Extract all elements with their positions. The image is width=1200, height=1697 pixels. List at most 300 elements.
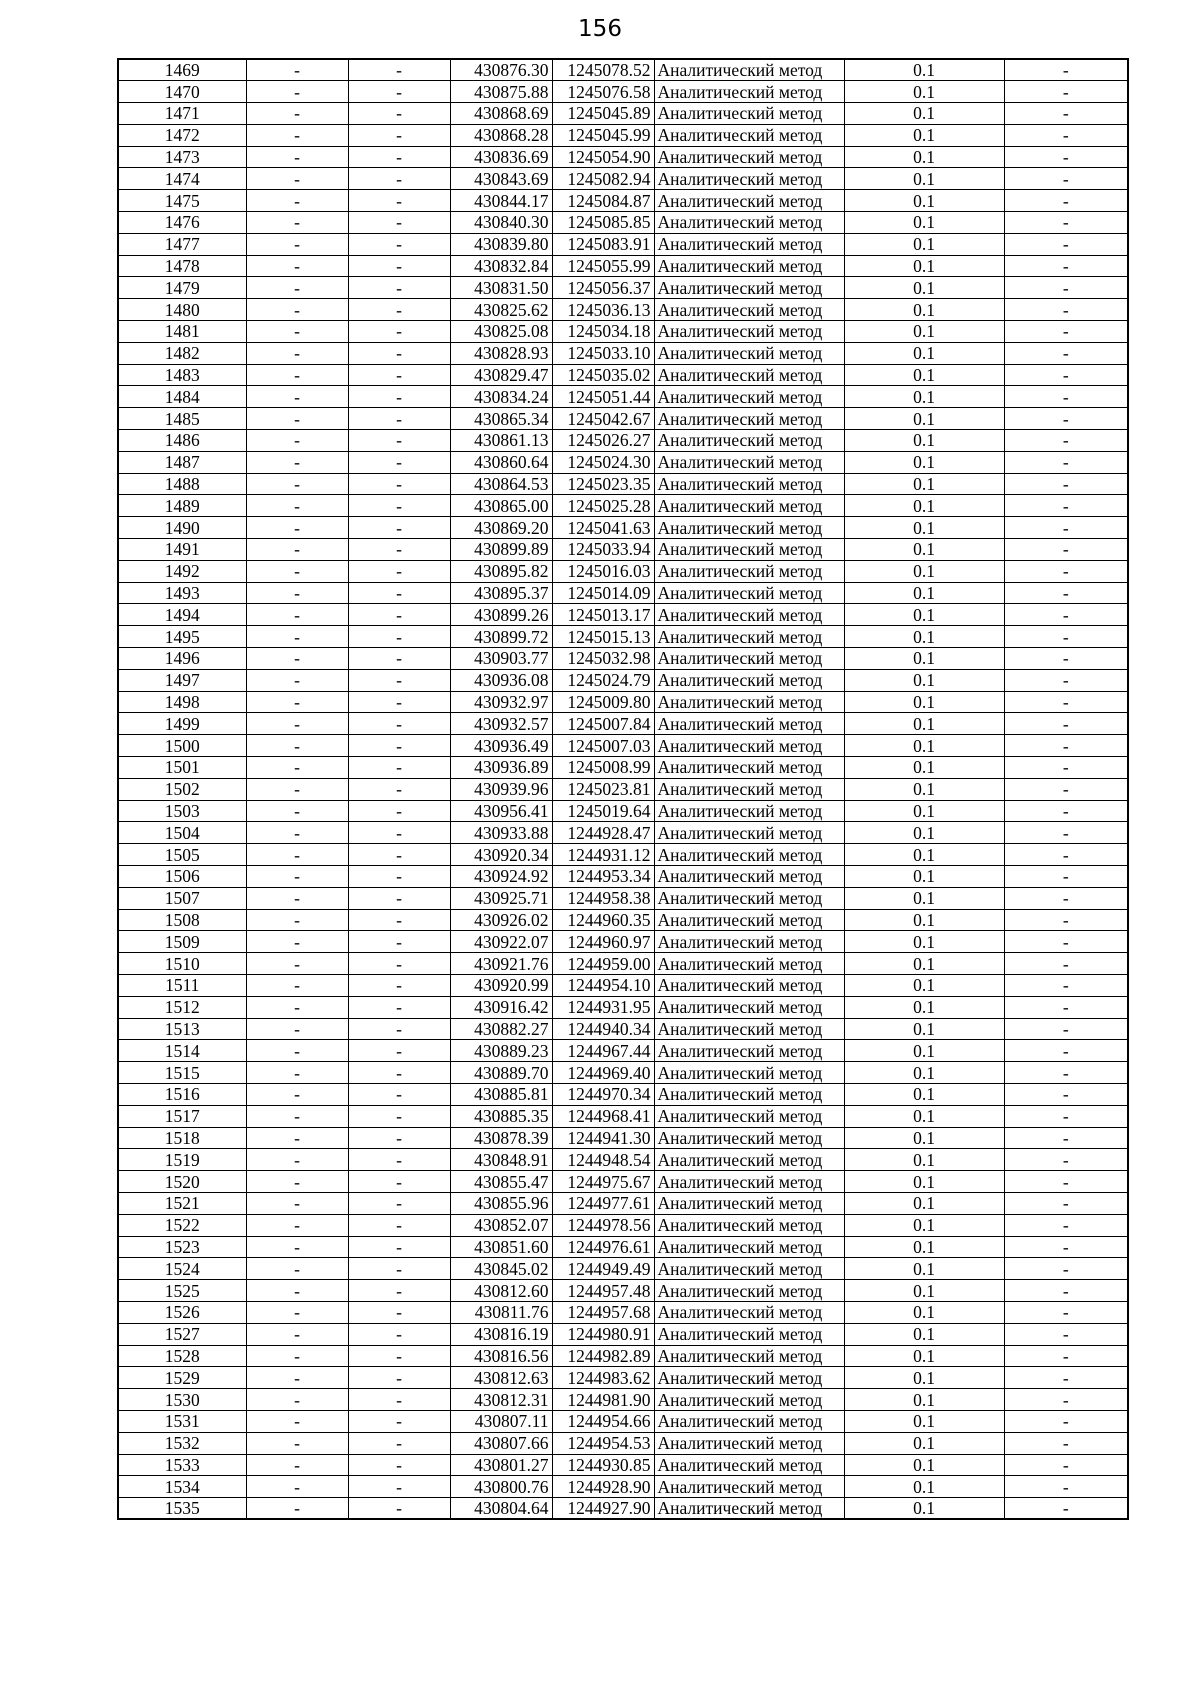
old-x-cell: - <box>246 1192 348 1214</box>
table-row <box>118 953 1128 975</box>
description-cell: - <box>1004 517 1128 539</box>
x-coordinate-cell: 430921.76 <box>450 953 552 975</box>
y-coordinate-cell: 1245036.13 <box>552 299 654 321</box>
table-row <box>118 1083 1128 1105</box>
table-row <box>118 974 1128 996</box>
x-coordinate-cell: 430933.88 <box>450 822 552 844</box>
method-cell: Аналитический метод <box>654 800 844 822</box>
table-row <box>118 277 1128 299</box>
point-number-cell: 1476 <box>118 212 246 234</box>
y-coordinate-cell: 1244927.90 <box>552 1498 654 1520</box>
x-coordinate-cell: 430889.23 <box>450 1040 552 1062</box>
accuracy-cell: 0.1 <box>844 648 1004 670</box>
method-cell: Аналитический метод <box>654 1083 844 1105</box>
y-coordinate-cell: 1245084.87 <box>552 190 654 212</box>
x-coordinate-cell: 430832.84 <box>450 255 552 277</box>
method-cell: Аналитический метод <box>654 844 844 866</box>
method-cell: Аналитический метод <box>654 1105 844 1127</box>
table-row <box>118 59 1128 81</box>
method-cell: Аналитический метод <box>654 277 844 299</box>
method-cell: Аналитический метод <box>654 822 844 844</box>
method-cell: Аналитический метод <box>654 582 844 604</box>
table-row <box>118 233 1128 255</box>
accuracy-cell: 0.1 <box>844 1345 1004 1367</box>
point-number-cell: 1482 <box>118 342 246 364</box>
method-cell: Аналитический метод <box>654 604 844 626</box>
old-x-cell: - <box>246 233 348 255</box>
accuracy-cell: 0.1 <box>844 822 1004 844</box>
table-row <box>118 539 1128 561</box>
description-cell: - <box>1004 255 1128 277</box>
point-number-cell: 1526 <box>118 1301 246 1323</box>
point-number-cell: 1499 <box>118 713 246 735</box>
old-y-cell: - <box>348 1258 450 1280</box>
point-number-cell: 1532 <box>118 1432 246 1454</box>
old-x-cell: - <box>246 1367 348 1389</box>
table-row <box>118 1040 1128 1062</box>
point-number-cell: 1470 <box>118 81 246 103</box>
method-cell: Аналитический метод <box>654 626 844 648</box>
method-cell: Аналитический метод <box>654 974 844 996</box>
old-x-cell: - <box>246 1236 348 1258</box>
description-cell: - <box>1004 299 1128 321</box>
old-x-cell: - <box>246 1062 348 1084</box>
point-number-cell: 1497 <box>118 669 246 691</box>
accuracy-cell: 0.1 <box>844 408 1004 430</box>
old-x-cell: - <box>246 517 348 539</box>
y-coordinate-cell: 1244931.95 <box>552 996 654 1018</box>
y-coordinate-cell: 1245014.09 <box>552 582 654 604</box>
description-cell: - <box>1004 953 1128 975</box>
description-cell: - <box>1004 887 1128 909</box>
point-number-cell: 1518 <box>118 1127 246 1149</box>
table-row <box>118 1192 1128 1214</box>
method-cell: Аналитический метод <box>654 473 844 495</box>
table-row <box>118 495 1128 517</box>
old-y-cell: - <box>348 909 450 931</box>
old-y-cell: - <box>348 233 450 255</box>
x-coordinate-cell: 430836.69 <box>450 146 552 168</box>
old-x-cell: - <box>246 1040 348 1062</box>
method-cell: Аналитический метод <box>654 233 844 255</box>
y-coordinate-cell: 1245007.84 <box>552 713 654 735</box>
accuracy-cell: 0.1 <box>844 604 1004 626</box>
y-coordinate-cell: 1245035.02 <box>552 364 654 386</box>
table-row <box>118 778 1128 800</box>
description-cell: - <box>1004 1258 1128 1280</box>
x-coordinate-cell: 430834.24 <box>450 386 552 408</box>
point-number-cell: 1534 <box>118 1476 246 1498</box>
old-y-cell: - <box>348 887 450 909</box>
method-cell: Аналитический метод <box>654 735 844 757</box>
table-row <box>118 1236 1128 1258</box>
x-coordinate-cell: 430899.89 <box>450 539 552 561</box>
accuracy-cell: 0.1 <box>844 931 1004 953</box>
method-cell: Аналитический метод <box>654 299 844 321</box>
old-x-cell: - <box>246 168 348 190</box>
table-row <box>118 1171 1128 1193</box>
old-x-cell: - <box>246 1171 348 1193</box>
point-number-cell: 1473 <box>118 146 246 168</box>
x-coordinate-cell: 430800.76 <box>450 1476 552 1498</box>
old-y-cell: - <box>348 800 450 822</box>
point-number-cell: 1500 <box>118 735 246 757</box>
accuracy-cell: 0.1 <box>844 865 1004 887</box>
old-x-cell: - <box>246 1432 348 1454</box>
table-row <box>118 669 1128 691</box>
method-cell: Аналитический метод <box>654 1171 844 1193</box>
table-row <box>118 190 1128 212</box>
point-number-cell: 1480 <box>118 299 246 321</box>
x-coordinate-cell: 430868.28 <box>450 124 552 146</box>
accuracy-cell: 0.1 <box>844 1454 1004 1476</box>
description-cell: - <box>1004 1105 1128 1127</box>
x-coordinate-cell: 430956.41 <box>450 800 552 822</box>
point-number-cell: 1483 <box>118 364 246 386</box>
table-row <box>118 430 1128 452</box>
y-coordinate-cell: 1244968.41 <box>552 1105 654 1127</box>
old-x-cell: - <box>246 386 348 408</box>
table-row <box>118 822 1128 844</box>
y-coordinate-cell: 1245054.90 <box>552 146 654 168</box>
y-coordinate-cell: 1245034.18 <box>552 321 654 343</box>
point-number-cell: 1505 <box>118 844 246 866</box>
accuracy-cell: 0.1 <box>844 1476 1004 1498</box>
accuracy-cell: 0.1 <box>844 1367 1004 1389</box>
old-x-cell: - <box>246 190 348 212</box>
y-coordinate-cell: 1245008.99 <box>552 757 654 779</box>
old-y-cell: - <box>348 408 450 430</box>
old-x-cell: - <box>246 974 348 996</box>
table-row <box>118 168 1128 190</box>
table-row <box>118 103 1128 125</box>
y-coordinate-cell: 1245026.27 <box>552 430 654 452</box>
x-coordinate-cell: 430885.35 <box>450 1105 552 1127</box>
y-coordinate-cell: 1244982.89 <box>552 1345 654 1367</box>
x-coordinate-cell: 430812.31 <box>450 1389 552 1411</box>
point-number-cell: 1486 <box>118 430 246 452</box>
method-cell: Аналитический метод <box>654 124 844 146</box>
description-cell: - <box>1004 233 1128 255</box>
table-row <box>118 691 1128 713</box>
accuracy-cell: 0.1 <box>844 1498 1004 1520</box>
old-y-cell: - <box>348 757 450 779</box>
accuracy-cell: 0.1 <box>844 386 1004 408</box>
y-coordinate-cell: 1245033.10 <box>552 342 654 364</box>
table-row <box>118 604 1128 626</box>
accuracy-cell: 0.1 <box>844 1171 1004 1193</box>
old-x-cell: - <box>246 539 348 561</box>
old-y-cell: - <box>348 1149 450 1171</box>
description-cell: - <box>1004 1454 1128 1476</box>
old-x-cell: - <box>246 146 348 168</box>
point-number-cell: 1528 <box>118 1345 246 1367</box>
description-cell: - <box>1004 996 1128 1018</box>
method-cell: Аналитический метод <box>654 757 844 779</box>
old-x-cell: - <box>246 299 348 321</box>
x-coordinate-cell: 430885.81 <box>450 1083 552 1105</box>
old-y-cell: - <box>348 364 450 386</box>
point-number-cell: 1525 <box>118 1280 246 1302</box>
accuracy-cell: 0.1 <box>844 1389 1004 1411</box>
description-cell: - <box>1004 1476 1128 1498</box>
old-x-cell: - <box>246 1301 348 1323</box>
point-number-cell: 1492 <box>118 560 246 582</box>
point-number-cell: 1471 <box>118 103 246 125</box>
description-cell: - <box>1004 1127 1128 1149</box>
accuracy-cell: 0.1 <box>844 1062 1004 1084</box>
old-y-cell: - <box>348 190 450 212</box>
point-number-cell: 1489 <box>118 495 246 517</box>
point-number-cell: 1517 <box>118 1105 246 1127</box>
old-y-cell: - <box>348 146 450 168</box>
y-coordinate-cell: 1244940.34 <box>552 1018 654 1040</box>
accuracy-cell: 0.1 <box>844 1258 1004 1280</box>
old-x-cell: - <box>246 430 348 452</box>
y-coordinate-cell: 1244967.44 <box>552 1040 654 1062</box>
old-y-cell: - <box>348 386 450 408</box>
point-number-cell: 1514 <box>118 1040 246 1062</box>
x-coordinate-cell: 430936.08 <box>450 669 552 691</box>
coordinates-table-container <box>117 58 1129 1520</box>
accuracy-cell: 0.1 <box>844 190 1004 212</box>
description-cell: - <box>1004 909 1128 931</box>
table-row <box>118 1454 1128 1476</box>
description-cell: - <box>1004 321 1128 343</box>
old-x-cell: - <box>246 1083 348 1105</box>
accuracy-cell: 0.1 <box>844 996 1004 1018</box>
point-number-cell: 1520 <box>118 1171 246 1193</box>
y-coordinate-cell: 1245025.28 <box>552 495 654 517</box>
old-y-cell: - <box>348 931 450 953</box>
description-cell: - <box>1004 865 1128 887</box>
y-coordinate-cell: 1244949.49 <box>552 1258 654 1280</box>
accuracy-cell: 0.1 <box>844 582 1004 604</box>
description-cell: - <box>1004 1301 1128 1323</box>
table-row <box>118 1410 1128 1432</box>
old-y-cell: - <box>348 648 450 670</box>
accuracy-cell: 0.1 <box>844 713 1004 735</box>
description-cell: - <box>1004 1498 1128 1520</box>
old-y-cell: - <box>348 124 450 146</box>
x-coordinate-cell: 430932.97 <box>450 691 552 713</box>
description-cell: - <box>1004 735 1128 757</box>
point-number-cell: 1490 <box>118 517 246 539</box>
method-cell: Аналитический метод <box>654 1062 844 1084</box>
old-y-cell: - <box>348 778 450 800</box>
old-x-cell: - <box>246 103 348 125</box>
old-x-cell: - <box>246 212 348 234</box>
x-coordinate-cell: 430916.42 <box>450 996 552 1018</box>
table-row <box>118 451 1128 473</box>
point-number-cell: 1521 <box>118 1192 246 1214</box>
y-coordinate-cell: 1245042.67 <box>552 408 654 430</box>
old-x-cell: - <box>246 1323 348 1345</box>
x-coordinate-cell: 430801.27 <box>450 1454 552 1476</box>
point-number-cell: 1513 <box>118 1018 246 1040</box>
old-y-cell: - <box>348 713 450 735</box>
point-number-cell: 1504 <box>118 822 246 844</box>
x-coordinate-cell: 430825.08 <box>450 321 552 343</box>
old-x-cell: - <box>246 691 348 713</box>
table-row <box>118 800 1128 822</box>
accuracy-cell: 0.1 <box>844 1127 1004 1149</box>
old-y-cell: - <box>348 1280 450 1302</box>
accuracy-cell: 0.1 <box>844 669 1004 691</box>
accuracy-cell: 0.1 <box>844 800 1004 822</box>
accuracy-cell: 0.1 <box>844 299 1004 321</box>
point-number-cell: 1479 <box>118 277 246 299</box>
description-cell: - <box>1004 800 1128 822</box>
method-cell: Аналитический метод <box>654 1301 844 1323</box>
old-y-cell: - <box>348 1476 450 1498</box>
method-cell: Аналитический метод <box>654 430 844 452</box>
x-coordinate-cell: 430851.60 <box>450 1236 552 1258</box>
old-x-cell: - <box>246 1018 348 1040</box>
x-coordinate-cell: 430932.57 <box>450 713 552 735</box>
table-row <box>118 1127 1128 1149</box>
y-coordinate-cell: 1245045.89 <box>552 103 654 125</box>
x-coordinate-cell: 430889.70 <box>450 1062 552 1084</box>
old-x-cell: - <box>246 1498 348 1520</box>
table-row <box>118 1018 1128 1040</box>
old-x-cell: - <box>246 1214 348 1236</box>
method-cell: Аналитический метод <box>654 168 844 190</box>
old-y-cell: - <box>348 212 450 234</box>
old-x-cell: - <box>246 1149 348 1171</box>
old-x-cell: - <box>246 996 348 1018</box>
description-cell: - <box>1004 124 1128 146</box>
x-coordinate-cell: 430920.99 <box>450 974 552 996</box>
old-x-cell: - <box>246 1345 348 1367</box>
description-cell: - <box>1004 342 1128 364</box>
old-x-cell: - <box>246 735 348 757</box>
table-row <box>118 626 1128 648</box>
table-row <box>118 517 1128 539</box>
point-number-cell: 1491 <box>118 539 246 561</box>
old-x-cell: - <box>246 648 348 670</box>
old-x-cell: - <box>246 757 348 779</box>
table-row <box>118 582 1128 604</box>
old-y-cell: - <box>348 255 450 277</box>
old-x-cell: - <box>246 495 348 517</box>
point-number-cell: 1478 <box>118 255 246 277</box>
accuracy-cell: 0.1 <box>844 212 1004 234</box>
x-coordinate-cell: 430812.60 <box>450 1280 552 1302</box>
table-row <box>118 1367 1128 1389</box>
method-cell: Аналитический метод <box>654 560 844 582</box>
old-x-cell: - <box>246 255 348 277</box>
table-row <box>118 1149 1128 1171</box>
table-row <box>118 1214 1128 1236</box>
table-row <box>118 408 1128 430</box>
old-y-cell: - <box>348 735 450 757</box>
old-y-cell: - <box>348 626 450 648</box>
x-coordinate-cell: 430922.07 <box>450 931 552 953</box>
description-cell: - <box>1004 364 1128 386</box>
description-cell: - <box>1004 451 1128 473</box>
accuracy-cell: 0.1 <box>844 342 1004 364</box>
description-cell: - <box>1004 146 1128 168</box>
x-coordinate-cell: 430869.20 <box>450 517 552 539</box>
x-coordinate-cell: 430812.63 <box>450 1367 552 1389</box>
y-coordinate-cell: 1245085.85 <box>552 212 654 234</box>
old-x-cell: - <box>246 342 348 364</box>
old-y-cell: - <box>348 582 450 604</box>
table-row <box>118 931 1128 953</box>
old-y-cell: - <box>348 1454 450 1476</box>
table-row <box>118 1105 1128 1127</box>
point-number-cell: 1506 <box>118 865 246 887</box>
y-coordinate-cell: 1244954.53 <box>552 1432 654 1454</box>
x-coordinate-cell: 430936.89 <box>450 757 552 779</box>
x-coordinate-cell: 430829.47 <box>450 364 552 386</box>
method-cell: Аналитический метод <box>654 103 844 125</box>
x-coordinate-cell: 430865.00 <box>450 495 552 517</box>
table-row <box>118 1498 1128 1520</box>
method-cell: Аналитический метод <box>654 1192 844 1214</box>
point-number-cell: 1511 <box>118 974 246 996</box>
x-coordinate-cell: 430845.02 <box>450 1258 552 1280</box>
description-cell: - <box>1004 1062 1128 1084</box>
old-x-cell: - <box>246 560 348 582</box>
x-coordinate-cell: 430831.50 <box>450 277 552 299</box>
method-cell: Аналитический метод <box>654 778 844 800</box>
y-coordinate-cell: 1244970.34 <box>552 1083 654 1105</box>
old-y-cell: - <box>348 539 450 561</box>
method-cell: Аналитический метод <box>654 909 844 931</box>
x-coordinate-cell: 430860.64 <box>450 451 552 473</box>
method-cell: Аналитический метод <box>654 1476 844 1498</box>
old-x-cell: - <box>246 953 348 975</box>
table-row <box>118 1301 1128 1323</box>
accuracy-cell: 0.1 <box>844 560 1004 582</box>
description-cell: - <box>1004 1192 1128 1214</box>
accuracy-cell: 0.1 <box>844 364 1004 386</box>
y-coordinate-cell: 1245013.17 <box>552 604 654 626</box>
description-cell: - <box>1004 822 1128 844</box>
point-number-cell: 1503 <box>118 800 246 822</box>
method-cell: Аналитический метод <box>654 386 844 408</box>
y-coordinate-cell: 1244928.90 <box>552 1476 654 1498</box>
description-cell: - <box>1004 757 1128 779</box>
point-number-cell: 1485 <box>118 408 246 430</box>
x-coordinate-cell: 430816.56 <box>450 1345 552 1367</box>
x-coordinate-cell: 430811.76 <box>450 1301 552 1323</box>
table-body <box>118 59 1128 1519</box>
accuracy-cell: 0.1 <box>844 735 1004 757</box>
x-coordinate-cell: 430825.62 <box>450 299 552 321</box>
description-cell: - <box>1004 386 1128 408</box>
y-coordinate-cell: 1244980.91 <box>552 1323 654 1345</box>
y-coordinate-cell: 1245016.03 <box>552 560 654 582</box>
table-row <box>118 1280 1128 1302</box>
x-coordinate-cell: 430848.91 <box>450 1149 552 1171</box>
old-y-cell: - <box>348 1498 450 1520</box>
table-row <box>118 81 1128 103</box>
description-cell: - <box>1004 212 1128 234</box>
point-number-cell: 1535 <box>118 1498 246 1520</box>
x-coordinate-cell: 430807.11 <box>450 1410 552 1432</box>
accuracy-cell: 0.1 <box>844 430 1004 452</box>
x-coordinate-cell: 430925.71 <box>450 887 552 909</box>
old-y-cell: - <box>348 1171 450 1193</box>
description-cell: - <box>1004 277 1128 299</box>
table-row <box>118 124 1128 146</box>
old-x-cell: - <box>246 1410 348 1432</box>
old-y-cell: - <box>348 517 450 539</box>
old-x-cell: - <box>246 364 348 386</box>
